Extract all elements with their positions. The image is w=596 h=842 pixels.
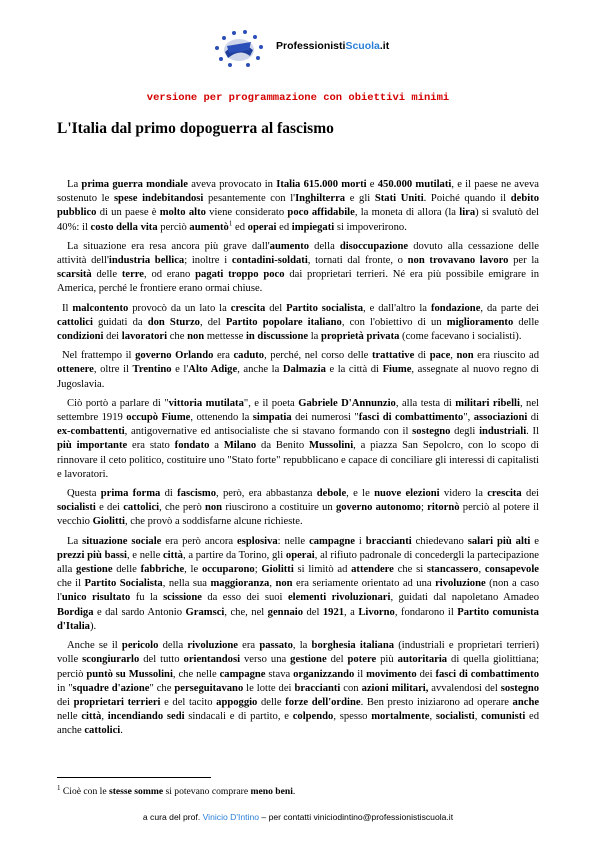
text-run: e la città di bbox=[325, 364, 383, 376]
bold-text: occupò Fiume bbox=[126, 412, 191, 424]
bold-text: Partito Socialista bbox=[84, 578, 163, 590]
bold-text: lavoratori bbox=[121, 331, 168, 343]
text-run: dei bbox=[103, 331, 122, 343]
text-run: i bbox=[354, 535, 366, 547]
author-name: Vinicio D'Intino bbox=[202, 812, 260, 822]
text-run: Anche se il bbox=[67, 640, 122, 652]
footnote-ref: 1 bbox=[228, 219, 233, 228]
text-run: , bbox=[101, 711, 108, 723]
bold-text: Livorno bbox=[358, 606, 395, 618]
bold-text: campagne bbox=[309, 535, 355, 547]
text-run: Ciò portò a parlare di " bbox=[67, 397, 169, 409]
text-run: , bbox=[429, 711, 436, 723]
text-run: pesantemente con l' bbox=[203, 193, 296, 205]
bold-text: governo autonomo bbox=[335, 502, 421, 514]
bold-text: vittoria mutilata bbox=[168, 397, 244, 409]
text-run: , e il paese ne aveva sostenuto le bbox=[57, 179, 539, 205]
brand-name: ProfessionistiScuola.it bbox=[276, 40, 390, 52]
bold-text: poco affidabile bbox=[287, 207, 355, 219]
text-run: delle bbox=[91, 269, 122, 281]
text-run: , perché, nel corso delle bbox=[264, 350, 372, 362]
text-run: , le bbox=[184, 564, 202, 576]
paragraph bbox=[57, 240, 539, 297]
bold-text: spese indebitandosi bbox=[113, 193, 204, 205]
article-body bbox=[57, 178, 539, 744]
bold-text: cattolici bbox=[84, 725, 121, 737]
bold-text: puntò su Mussolini bbox=[86, 668, 173, 680]
bold-text: braccianti bbox=[294, 682, 341, 694]
text-run: per la bbox=[508, 255, 539, 267]
text-run: , da parte dei bbox=[480, 302, 539, 314]
bold-text: prezzi più bassi bbox=[57, 549, 127, 561]
bold-text: fondato bbox=[174, 440, 210, 452]
text-run: le lotte dei bbox=[243, 682, 295, 694]
text-run: ; inoltre i bbox=[184, 255, 232, 267]
text-run: guidati da bbox=[92, 316, 148, 328]
text-run: da Benito bbox=[256, 440, 309, 452]
text-run: era stato bbox=[127, 440, 175, 452]
bold-text: industriali bbox=[479, 426, 527, 438]
bold-text: rivoluzione bbox=[435, 578, 486, 590]
text-run: dei bbox=[57, 696, 74, 708]
bold-text: governo Orlando bbox=[135, 350, 214, 362]
text-run: , a piazza San Sepolcro, con lo scopo di rinnovare il ceto politico, costituire uno "Stato forte" repubblicano e capace di conciliare gli interessi di capitalisti e lavoratori. bbox=[57, 440, 540, 480]
bold-text: maggioranza bbox=[210, 578, 270, 590]
bold-text: Milano bbox=[223, 440, 257, 452]
text-run: in " bbox=[57, 682, 73, 694]
bold-text: miglioramento bbox=[446, 316, 514, 328]
text-run: riuscirono a costituire un bbox=[222, 502, 336, 514]
bold-text: pace bbox=[429, 350, 451, 362]
bold-text: Italia 615.000 morti bbox=[276, 179, 367, 190]
text-run: , ottenendo la bbox=[190, 412, 253, 424]
bold-text: trattative bbox=[371, 350, 415, 362]
bold-text: Partito popolare italiano bbox=[225, 316, 342, 328]
text-run: (industriali e proprietari terrieri) volle bbox=[57, 640, 540, 666]
text-run: e dal sardo Antonio bbox=[93, 606, 186, 618]
text-run: degli bbox=[450, 426, 480, 438]
paragraph bbox=[57, 302, 539, 345]
text-run: di bbox=[414, 350, 430, 362]
text-run: , bbox=[474, 711, 482, 723]
text-run: ", bbox=[463, 412, 474, 424]
bold-text: crescita bbox=[230, 302, 266, 314]
text-run: videro la bbox=[439, 488, 488, 500]
text-run: chiedevano bbox=[411, 535, 468, 547]
bold-text: incendiando sedi bbox=[107, 711, 185, 723]
text-run: da esso dei suoi bbox=[201, 592, 288, 604]
bold-text: nuove elezioni bbox=[374, 488, 440, 500]
text-run: che bbox=[167, 331, 188, 343]
bold-text: ritornò bbox=[427, 502, 460, 514]
bold-text: campagne bbox=[219, 668, 266, 680]
text-run: Nel frattempo il bbox=[62, 350, 136, 362]
bold-text: impiegati bbox=[291, 221, 335, 233]
bold-text: potere bbox=[347, 654, 377, 666]
text-run: . Poiché quando il bbox=[423, 193, 511, 205]
bold-text: situazione sociale bbox=[82, 535, 162, 547]
text-run: dei bbox=[521, 488, 539, 500]
text-run: avvalendosi del bbox=[428, 682, 501, 694]
text-run: , che provò a soddisfarne alcune richieste. bbox=[124, 516, 303, 528]
bold-text: Gramsci bbox=[185, 606, 225, 618]
text-run: a bbox=[209, 440, 224, 452]
paragraph bbox=[57, 178, 539, 235]
bold-text: terre bbox=[121, 269, 145, 281]
bold-text: fabbriche bbox=[140, 564, 185, 576]
bold-text: consapevole bbox=[484, 564, 540, 576]
text-run: era bbox=[238, 640, 260, 652]
bold-text: proprietari terrieri bbox=[73, 696, 161, 708]
bold-text: esplosiva bbox=[237, 535, 278, 547]
bold-text: rivoluzione bbox=[187, 640, 238, 652]
text-run: Questa bbox=[67, 488, 101, 500]
bold-text: squadre d'azione bbox=[72, 682, 150, 694]
text-run: . bbox=[120, 725, 123, 737]
bold-text: non bbox=[275, 578, 293, 590]
bold-text: sostegno bbox=[500, 682, 540, 694]
text-run: ) si svalutò del 40%: il bbox=[57, 207, 539, 233]
text-run: più bbox=[376, 654, 398, 666]
text-run: . Il bbox=[526, 426, 540, 438]
text-run: ; bbox=[254, 564, 262, 576]
paragraph bbox=[57, 397, 539, 482]
bold-text: attendere bbox=[351, 564, 394, 576]
bold-text: operai bbox=[285, 549, 315, 561]
text-run: del bbox=[265, 302, 287, 314]
bold-text: colpendo bbox=[292, 711, 334, 723]
text-run: , a bbox=[344, 606, 359, 618]
text-run: e dei bbox=[95, 502, 124, 514]
bold-text: Giolitti bbox=[261, 564, 294, 576]
text-run: , la bbox=[292, 640, 312, 652]
bold-text: debito pubblico bbox=[57, 193, 539, 219]
bold-text: cattolici bbox=[57, 316, 93, 328]
text-run: si impoverirono. bbox=[334, 221, 407, 233]
bold-text: socialisti bbox=[57, 502, 96, 514]
bold-text: aumento bbox=[269, 240, 310, 252]
bold-text: fasci di combattimento bbox=[358, 412, 464, 424]
text-run: , e dall'altro la bbox=[363, 302, 431, 314]
bold-text: costo della vita bbox=[90, 221, 158, 233]
text-run: la bbox=[308, 331, 322, 343]
text-run: , con l'obiettivo di un bbox=[341, 316, 447, 328]
bold-text: pagati troppo poco bbox=[195, 269, 285, 281]
bold-text: prima forma bbox=[100, 488, 161, 500]
bold-text: aumentò bbox=[189, 221, 229, 233]
text-run: , od erano bbox=[144, 269, 196, 281]
text-run: stava bbox=[265, 668, 294, 680]
text-run: di un paese è bbox=[96, 207, 160, 219]
text-run: , bbox=[450, 350, 457, 362]
text-run: di bbox=[160, 488, 178, 500]
bold-text: operai bbox=[247, 221, 277, 233]
footnote-divider bbox=[57, 777, 211, 778]
text-run: e del tacito bbox=[160, 696, 217, 708]
text-run: era riuscito ad bbox=[473, 350, 540, 362]
bold-text: anche bbox=[512, 696, 540, 708]
text-run: La bbox=[67, 535, 83, 547]
text-run: sindacali e di partito, e bbox=[184, 711, 293, 723]
bold-text: simpatia bbox=[252, 412, 292, 424]
text-run: , tornati dal fronte, o bbox=[307, 255, 408, 267]
text-run: del tutto bbox=[139, 654, 184, 666]
bold-text: fondazione bbox=[430, 302, 481, 314]
text-run: provocò da un lato la bbox=[128, 302, 231, 314]
bold-text: non bbox=[187, 331, 205, 343]
text-run: che si bbox=[393, 564, 427, 576]
bold-text: sostegno bbox=[412, 426, 451, 438]
bold-text: elementi rivoluzionari bbox=[287, 592, 391, 604]
text-run: La situazione era resa ancora più grave dall' bbox=[67, 240, 270, 252]
bold-text: proprietà privata bbox=[321, 331, 400, 343]
bold-text: debole bbox=[316, 488, 347, 500]
text-run: di bbox=[527, 412, 540, 424]
text-run: di quella giolittiana; perciò bbox=[57, 654, 539, 680]
text-run: , alla testa di bbox=[395, 397, 456, 409]
bold-text: Trentino bbox=[132, 364, 172, 376]
bold-text: Bordiga bbox=[57, 606, 94, 618]
page-title: L'Italia dal primo dopoguerra al fascismo bbox=[57, 120, 334, 137]
text-run: delle bbox=[513, 316, 539, 328]
text-run: , che, nel bbox=[224, 606, 268, 618]
text-run: verso una bbox=[240, 654, 291, 666]
text-run: Il bbox=[62, 302, 73, 314]
bold-text: Partito comunista d'Italia bbox=[57, 606, 539, 632]
text-run: dai proprietari terrieri. Né era più possibile emigrare in America, perché le frontiere erano ormai chiuse. bbox=[57, 269, 540, 295]
bold-text: Alto Adige bbox=[188, 364, 238, 376]
bold-text: borghesia italiana bbox=[311, 640, 395, 652]
text-run: delle bbox=[257, 696, 286, 708]
text-run: dei numerosi " bbox=[291, 412, 359, 424]
bold-text: appoggio bbox=[216, 696, 258, 708]
text-run: del bbox=[303, 606, 323, 618]
bold-text: 1921 bbox=[322, 606, 345, 618]
text-run: e bbox=[530, 535, 539, 547]
text-run: del bbox=[326, 654, 348, 666]
text-run: , che però bbox=[159, 502, 205, 514]
text-run: ", e il poeta bbox=[243, 397, 299, 409]
paragraph bbox=[57, 639, 539, 738]
text-run: , che nelle bbox=[172, 668, 220, 680]
bold-text: meno beni bbox=[250, 786, 293, 797]
bold-text: pericolo bbox=[121, 640, 159, 652]
bold-text: ex-combattenti bbox=[57, 426, 125, 438]
text-run: era seriamente orientato ad una bbox=[292, 578, 436, 590]
text-run: ed bbox=[232, 221, 248, 233]
bold-text: autoritaria bbox=[397, 654, 448, 666]
bold-text: Fiume bbox=[382, 364, 412, 376]
bold-text: azioni militari, bbox=[361, 682, 429, 694]
text-run: . Ben presto iniziarono ad operare bbox=[360, 696, 513, 708]
text-run: , la moneta di allora (la bbox=[354, 207, 460, 219]
bold-text: condizioni bbox=[57, 331, 104, 343]
bold-text: don Sturzo bbox=[147, 316, 200, 328]
bold-text: orientandosi bbox=[183, 654, 241, 666]
bold-text: città bbox=[162, 549, 183, 561]
bold-text: gestione bbox=[290, 654, 327, 666]
text-run: della bbox=[158, 640, 188, 652]
text-run: , nella sua bbox=[162, 578, 211, 590]
bold-text: città bbox=[81, 711, 102, 723]
paragraph bbox=[57, 349, 539, 392]
bold-text: Stati Uniti bbox=[374, 193, 424, 205]
header bbox=[0, 28, 596, 68]
text-run: ed bbox=[276, 221, 292, 233]
bold-text: Giolitti bbox=[92, 516, 125, 528]
text-run: si limitò ad bbox=[293, 564, 352, 576]
text-run: e l' bbox=[171, 364, 189, 376]
bold-text: ottenere bbox=[57, 364, 94, 376]
footnote bbox=[57, 783, 296, 797]
text-run: fu la bbox=[130, 592, 164, 604]
bold-text: cattolici bbox=[123, 502, 160, 514]
bold-text: crescita bbox=[487, 488, 522, 500]
text-run: (come facevano i socialisti). bbox=[399, 331, 522, 343]
text-run: , bbox=[478, 564, 485, 576]
text-run: il bbox=[354, 668, 367, 680]
text-run: e bbox=[366, 179, 378, 190]
bold-text: socialisti bbox=[435, 711, 475, 723]
bold-text: lira bbox=[459, 207, 476, 219]
text-run: , spesso bbox=[333, 711, 372, 723]
text-run: dei bbox=[416, 668, 436, 680]
bold-text: in discussione bbox=[245, 331, 309, 343]
bold-text: stancassero bbox=[426, 564, 479, 576]
bold-text: stesse somme bbox=[109, 786, 164, 797]
text-run: viene considerato bbox=[205, 207, 288, 219]
bold-text: unico risultato bbox=[61, 592, 131, 604]
bold-text: perseguitavano bbox=[174, 682, 244, 694]
bold-text: organizzando bbox=[293, 668, 355, 680]
text-run: La bbox=[67, 179, 82, 190]
text-run: . bbox=[292, 786, 296, 797]
text-run: , oltre il bbox=[93, 364, 133, 376]
text-run: , a partire da Torino, gli bbox=[182, 549, 286, 561]
text-run: , guidati dal napoletano Amadeo bbox=[390, 592, 539, 604]
bold-text: gennaio bbox=[267, 606, 303, 618]
text-run: aveva provocato in bbox=[187, 179, 277, 190]
text-run: , assegnate al nuovo regno di Jugoslavia. bbox=[57, 364, 539, 390]
text-run: mettesse bbox=[204, 331, 246, 343]
text-run: dovuto alla cessazione delle attività dell' bbox=[57, 240, 539, 267]
bold-text: non bbox=[456, 350, 474, 362]
bold-text: scissione bbox=[163, 592, 202, 604]
bold-text: associazioni bbox=[473, 412, 528, 424]
bold-text: fasci di combattimento bbox=[435, 668, 539, 680]
bold-text: Gabriele D'Annunzio bbox=[298, 397, 396, 409]
text-run: con bbox=[340, 682, 362, 694]
text-run: : nelle bbox=[277, 535, 310, 547]
text-run: , antigovernative ed antisocialiste che si stavano formando con il bbox=[124, 426, 413, 438]
bold-text: fascismo bbox=[177, 488, 217, 500]
version-banner: versione per programmazione con obiettivi minimi bbox=[146, 92, 450, 104]
bold-text: malcontento bbox=[72, 302, 129, 314]
text-run: , però, era abbastanza bbox=[216, 488, 317, 500]
text-run: , del bbox=[199, 316, 226, 328]
bold-text: non bbox=[204, 502, 223, 514]
text-run: , anche la bbox=[237, 364, 283, 376]
bold-text: movimento bbox=[366, 668, 417, 680]
text-run: delle bbox=[112, 564, 141, 576]
bold-text: molto alto bbox=[159, 207, 206, 219]
page-footer: a cura del prof. Vinicio D'Intino – per contatti viniciodintino@professionistiscuola.it bbox=[142, 812, 454, 822]
text-run: perciò al potere il vecchio bbox=[57, 502, 539, 528]
bold-text: disoccupazione bbox=[339, 240, 409, 252]
bold-text: Inghilterra bbox=[295, 193, 346, 205]
bold-text: gestione bbox=[76, 564, 113, 576]
text-run: che il bbox=[57, 578, 85, 590]
text-run: era però ancora bbox=[161, 535, 238, 547]
bold-text: prima guerra mondiale bbox=[81, 179, 188, 190]
bold-text: occuparono bbox=[201, 564, 255, 576]
text-run: (non a caso l' bbox=[57, 578, 540, 604]
text-run: perciò bbox=[157, 221, 190, 233]
text-run: e gli bbox=[345, 193, 375, 205]
text-run: , e le bbox=[346, 488, 375, 500]
text-run: , nel settembre 1919 bbox=[57, 397, 539, 424]
bold-text: non trovavano lavoro bbox=[407, 255, 509, 267]
bold-text: scarsità bbox=[57, 269, 92, 281]
bold-text: forze dell'ordine bbox=[285, 696, 361, 708]
text-run: , fondarono il bbox=[394, 606, 458, 618]
bold-text: scongiurarlo bbox=[82, 654, 140, 666]
paragraph bbox=[57, 535, 539, 634]
text-run: si potevano comprare bbox=[163, 786, 251, 797]
text-run: ). bbox=[89, 620, 97, 632]
text-run: ; bbox=[420, 502, 428, 514]
bold-text: militari ribelli bbox=[455, 397, 520, 409]
text-run: nelle bbox=[57, 711, 82, 723]
bold-text: mortalmente bbox=[371, 711, 430, 723]
bold-text: Dalmazia bbox=[282, 364, 326, 376]
text-run: " che bbox=[149, 682, 175, 694]
bold-text: più importante bbox=[57, 440, 128, 452]
text-run: della bbox=[309, 240, 340, 252]
bold-text: 450.000 mutilati bbox=[377, 179, 452, 190]
text-run: , al rifiuto padronale di concedergli la partecipazione alla bbox=[57, 549, 539, 576]
bold-text: contadini-soldati bbox=[231, 255, 308, 267]
bold-text: braccianti bbox=[365, 535, 412, 547]
footnote-number: 1 bbox=[57, 783, 61, 792]
bold-text: industria bellica bbox=[108, 255, 185, 267]
bold-text: comunisti bbox=[481, 711, 526, 723]
bold-text: Mussolini bbox=[308, 440, 354, 452]
text-run: , bbox=[269, 578, 276, 590]
text-run: era bbox=[213, 350, 234, 362]
text-run: ed anche bbox=[57, 711, 540, 737]
paragraph bbox=[57, 487, 539, 530]
bold-text: caduto bbox=[233, 350, 265, 362]
professionisti-scuola-logo-icon bbox=[203, 28, 273, 68]
bold-text: passato bbox=[259, 640, 293, 652]
text-run: Cioè con le bbox=[62, 786, 109, 797]
text-run: , e nelle bbox=[126, 549, 163, 561]
bold-text: salari più alti bbox=[467, 535, 531, 547]
bold-text: Partito socialista bbox=[286, 302, 363, 314]
